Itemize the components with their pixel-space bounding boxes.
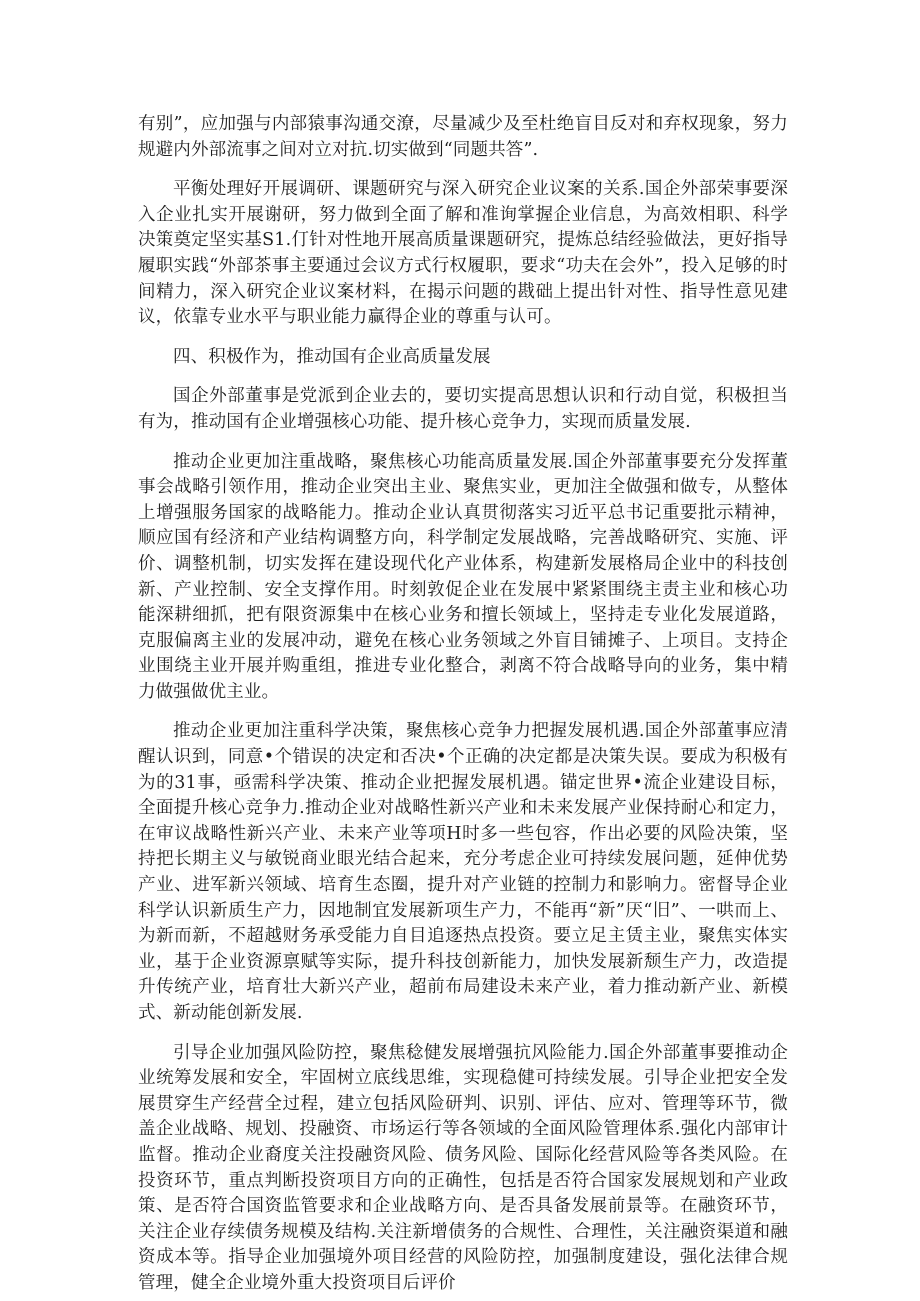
document-body	[138, 112, 788, 1297]
paragraph-decision: 推动企业更加注重科学决策，聚焦核心竞争力把握发展机遇.国企外部董事应清醒认识到，同意•个错误的决定和否决•个正确的决定都是决策失误。要成为积极有为的31事，亟需科学决策、推动企业把握发展机遇。锚定世界•流企业建设目标，全面提升核心竞争力.推动企业对战略性新兴产业和未来发展产业保持耐心和定力，在审议战略性新兴产业、未来产业等项H时多一些包容，作出必要的风险决策，坚持把长期主义与敏锐商业眼光结合起来，充分考虑企业可持续发展问题，延伸优势产业、进军新兴领域、培育生态圈，提升对产业链的控制力和影响力。密督导企业科学认识新质生产力，因地制宜发展新项生产力，不能再“新”厌“旧”、一哄而上、为新而新，不超越财务承受能力自目追逐热点投资。要立足主赁主业，聚焦实体实业，基于企业资源禀赋等实际，提升科技创新能力，加快发展新颓生产力，改造提升传统产业，培育壮大新兴产业，超前布局建设未来产业，着力推动新产业、新模式、新动能创新发展.	[138, 721, 788, 1023]
paragraph-continuation: 有别”，应加强与内部猿事沟通交潦，尽量减少及至杜绝盲目反对和弃权现象，努力规避内外部流事之间对立对抗.切实做到“同题共答”.	[138, 114, 788, 160]
paragraph-strategy: 推动企业更加注重战略，聚焦核心功能高质量发展.国企外部董事要充分发挥董事会战略引领作用，推动企业突出主业、聚焦实业，更加注全做强和做专，从整体上增强服务国家的战略能力。推动企业认真贯彻落实习近平总书记重要批示精神，顺应国有经济和产业结构调整方向，科学制定发展战略，完善战略研究、实施、评价、调整机制，切实发挥在建设现代化产业体系，构建新发展格局企业中的科技创新、产业控制、安全支撑作用。时刻敦促企业在发展中紧紧围绕主责主业和核心功能深耕细抓，把有限资源集中在核心业务和擅长领域上，坚持走专业化发展道路，克服偏离主业的发展冲动，避免在核心业务领域之外盲目铺摊子、上项目。支持企业围绕主业开展并购重组，推进专业化整合，剥离不符合战略导向的业务，集中精力做强做优主业。	[138, 451, 788, 702]
paragraph-intro: 国企外部董事是党派到企业去的，要切实提高思想认识和行动自觉，积极担当有为，推动国有企业增强核心功能、提升核心竞争力，实现而质量发展.	[138, 386, 788, 432]
section-heading: 四、积极作为，推动国有企业高质量发展	[173, 346, 491, 367]
paragraph-risk: 引导企业加强风险防控，聚焦稔健发展增强抗风险能力.国企外部董事要推动企业统筹发展和安全，牢固树立底线思维，实现稳健可持续发展。引导企业把安全发展贯穿生产经营全过程，建立包括风险研判、识别、评估、应对、管理等环节，微盖企业战略、规划、投融资、市场运行等各领域的全面风险管理体系.强化内部审计监督。推动企业裔度关注投融资风险、债务风险、国际化经营风险等各类风险。在投资环节，重点判断投资项目方向的正确性，包括是否符合国家发展规划和产业政策、是否符合国资监管要求和企业战略方向、是否具备发展前景等。在融资环节，关注企业存续债务规模及结构.关注新增债务的合规性、合理性，关注融资渠道和融资成本等。指导企业加强境外项目经营的风险防控，加强制度建设，强化法律合规管理，健全企业境外重大投资项目后评价	[138, 1042, 788, 1293]
paragraph-research-balance: 平衡处理好开展调研、课题研究与深入研究企业议案的关系.国企外部荣事要深入企业扎实开展谢研，努力做到全面了解和准询掌握企业信息，为高效相职、科学决策奠定坚实基S1.仃针对性地开展高质量课题研究，提炼总结经验做法，更好指导履职实践“外部茶事主要通过会议方式行权履职，要求“功夫在会外”，投入足够的时间精力，深入研究企业议案材料，在揭示问题的戡础上提出针对性、指导性意见建议，依靠专业水平与职业能力赢得企业的尊重与认可。	[138, 179, 788, 328]
